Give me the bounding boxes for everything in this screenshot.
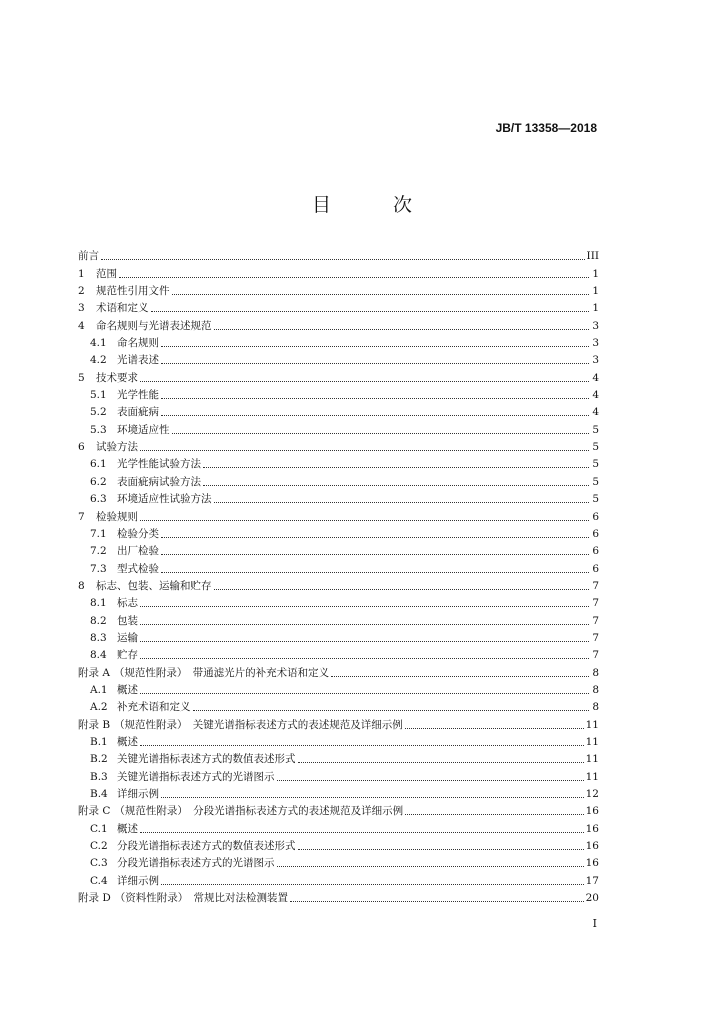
toc-entry-number: B.1 bbox=[90, 735, 108, 748]
toc-entry-page: 7 bbox=[592, 631, 599, 644]
toc-leader-dots bbox=[203, 467, 589, 468]
toc-entry-page: 4 bbox=[592, 389, 599, 402]
toc-entry[interactable] bbox=[78, 593, 599, 610]
toc-entry-page: 6 bbox=[592, 562, 599, 575]
toc-entry-number: C.3 bbox=[90, 857, 108, 870]
toc-entry[interactable] bbox=[78, 749, 599, 766]
toc-entry-label: （规范性附录） 带通滤光片的补充术语和定义 bbox=[113, 666, 330, 679]
toc-entry-page: 11 bbox=[585, 735, 599, 748]
toc-entry[interactable] bbox=[78, 576, 599, 593]
toc-entry-label: 试验方法 bbox=[96, 441, 138, 454]
toc-leader-dots bbox=[140, 745, 584, 746]
toc-entry[interactable] bbox=[78, 766, 599, 783]
toc-entry-page: 16 bbox=[585, 805, 599, 818]
toc-entry-label: 环境适应性试验方法 bbox=[117, 493, 212, 506]
toc-leader-dots bbox=[140, 606, 589, 607]
toc-leader-dots bbox=[161, 572, 589, 573]
toc-entry-page: 16 bbox=[585, 840, 599, 853]
toc-entry-page: 3 bbox=[592, 337, 599, 350]
toc-entry[interactable] bbox=[78, 298, 599, 315]
toc-entry-number: 6.2 bbox=[90, 475, 107, 488]
toc-entry-page: 8 bbox=[592, 683, 599, 696]
toc-entry[interactable] bbox=[78, 732, 599, 749]
toc-entry[interactable] bbox=[78, 870, 599, 887]
toc-entry-number: 7.1 bbox=[90, 527, 107, 540]
toc-entry-page: 7 bbox=[592, 597, 599, 610]
toc-entry[interactable] bbox=[78, 246, 599, 263]
toc-leader-dots bbox=[161, 537, 589, 538]
toc-entry-page: 20 bbox=[585, 892, 599, 905]
toc-entry-label: 出厂检验 bbox=[117, 545, 159, 558]
toc-entry-number: 附录 B bbox=[78, 718, 111, 731]
toc-leader-dots bbox=[101, 259, 585, 260]
toc-entry-label: 环境适应性 bbox=[117, 423, 170, 436]
toc-entry-label: 关键光谱指标表述方式的数值表述形式 bbox=[117, 753, 296, 766]
toc-entry-label: 贮存 bbox=[117, 649, 138, 662]
toc-leader-dots bbox=[151, 311, 590, 312]
toc-entry-number: 6.3 bbox=[90, 493, 107, 506]
toc-leader-dots bbox=[214, 589, 590, 590]
toc-entry-label: 检验分类 bbox=[117, 527, 159, 540]
toc-entry-number: 5.2 bbox=[90, 406, 107, 419]
toc-leader-dots bbox=[405, 814, 584, 815]
toc-entry[interactable] bbox=[78, 818, 599, 835]
toc-entry-number: B.2 bbox=[90, 753, 108, 766]
toc-entry-number: 5.1 bbox=[90, 389, 107, 402]
toc-entry[interactable] bbox=[78, 628, 599, 645]
toc-entry-label: 光学性能 bbox=[117, 389, 159, 402]
toc-entry-number: C.4 bbox=[90, 874, 108, 887]
toc-entry-number: A.2 bbox=[90, 701, 108, 714]
toc-entry-number: 7.3 bbox=[90, 562, 107, 575]
toc-entry[interactable] bbox=[78, 524, 599, 541]
toc-entry-label: 运输 bbox=[117, 631, 138, 644]
toc-entry-label: 分段光谱指标表述方式的数值表述形式 bbox=[117, 840, 296, 853]
toc-entry-label: 概述 bbox=[117, 735, 138, 748]
toc-entry-label: 命名规则 bbox=[117, 337, 159, 350]
toc-entry[interactable] bbox=[78, 888, 599, 905]
toc-leader-dots bbox=[140, 520, 589, 521]
toc-entry-label: 术语和定义 bbox=[96, 302, 149, 315]
page-title: 目 次 bbox=[311, 194, 441, 216]
toc-leader-dots bbox=[140, 450, 589, 451]
toc-entry[interactable] bbox=[78, 610, 599, 627]
toc-leader-dots bbox=[405, 728, 584, 729]
toc-entry-label: （规范性附录） 分段光谱指标表述方式的表述规范及详细示例 bbox=[114, 805, 404, 818]
toc-entry-page: 3 bbox=[592, 354, 599, 367]
toc-entry-number: 8 bbox=[78, 579, 85, 592]
toc-entry-number: 8.1 bbox=[90, 597, 107, 610]
toc-entry-number: 7 bbox=[78, 510, 85, 523]
toc-entry-label: 概述 bbox=[117, 683, 138, 696]
toc-entry-number: 4.2 bbox=[90, 354, 107, 367]
toc-entry-number: 7.2 bbox=[90, 545, 107, 558]
toc-entry-page: 6 bbox=[592, 510, 599, 523]
toc-entry-page: 7 bbox=[592, 649, 599, 662]
toc-leader-dots bbox=[277, 866, 584, 867]
toc-entry-label: 标志 bbox=[117, 597, 138, 610]
toc-entry[interactable] bbox=[78, 489, 599, 506]
toc-entry-page: III bbox=[586, 250, 599, 263]
toc-entry-label: 概述 bbox=[117, 822, 138, 835]
toc-leader-dots bbox=[161, 554, 589, 555]
toc-entry[interactable] bbox=[78, 471, 599, 488]
toc-entry-page: 5 bbox=[592, 493, 599, 506]
toc-entry[interactable] bbox=[78, 714, 599, 731]
toc-entry[interactable] bbox=[78, 402, 599, 419]
toc-leader-dots bbox=[214, 329, 590, 330]
toc-entry-number: 附录 D bbox=[78, 892, 111, 905]
toc-entry-number: 4.1 bbox=[90, 337, 107, 350]
toc-leader-dots bbox=[172, 433, 590, 434]
toc-entry-page: 6 bbox=[592, 527, 599, 540]
toc-entry-page: 1 bbox=[592, 267, 599, 280]
toc-entry[interactable] bbox=[78, 506, 599, 523]
toc-entry-number: 3 bbox=[78, 302, 85, 315]
toc-entry-page: 1 bbox=[592, 302, 599, 315]
toc-entry[interactable] bbox=[78, 454, 599, 471]
toc-entry-page: 3 bbox=[592, 319, 599, 332]
toc-entry[interactable] bbox=[78, 558, 599, 575]
toc-entry-number: C.1 bbox=[90, 822, 108, 835]
toc-entry-page: 17 bbox=[585, 874, 599, 887]
toc-entry-label: 范围 bbox=[96, 267, 117, 280]
toc-entry-page: 5 bbox=[592, 441, 599, 454]
toc-entry-number: 6 bbox=[78, 441, 85, 454]
toc-leader-dots bbox=[140, 381, 589, 382]
toc-entry-label: 包装 bbox=[117, 614, 138, 627]
toc-entry-page: 1 bbox=[592, 285, 599, 298]
toc-leader-dots bbox=[298, 849, 584, 850]
toc-entry[interactable] bbox=[78, 541, 599, 558]
toc-entry-number: 5 bbox=[78, 371, 85, 384]
toc-leader-dots bbox=[214, 502, 590, 503]
toc-entry[interactable] bbox=[78, 853, 599, 870]
toc-entry-page: 5 bbox=[592, 423, 599, 436]
toc-entry[interactable] bbox=[78, 419, 599, 436]
toc-entry-label: 型式检验 bbox=[117, 562, 159, 575]
toc-entry-page: 16 bbox=[585, 857, 599, 870]
toc-entry-label: 表面疵病 bbox=[117, 406, 159, 419]
toc-entry-page: 8 bbox=[592, 701, 599, 714]
toc-entry-page: 7 bbox=[592, 614, 599, 627]
toc-entry-number: C.2 bbox=[90, 840, 108, 853]
toc-entry-label: 分段光谱指标表述方式的光谱图示 bbox=[117, 857, 275, 870]
toc-leader-dots bbox=[119, 277, 589, 278]
toc-entry-label: 详细示例 bbox=[117, 788, 159, 800]
toc-entry-page: 5 bbox=[592, 475, 599, 488]
toc-leader-dots bbox=[161, 363, 589, 364]
toc-entry[interactable] bbox=[78, 784, 599, 801]
toc-entry-label: 光学性能试验方法 bbox=[117, 458, 201, 471]
toc-entry-label: 技术要求 bbox=[96, 371, 138, 384]
toc-leader-dots bbox=[172, 294, 590, 295]
toc-leader-dots bbox=[203, 485, 589, 486]
toc-entry-page: 11 bbox=[585, 753, 599, 766]
toc-entry[interactable] bbox=[78, 697, 599, 714]
toc-entry-number: 附录 C bbox=[78, 805, 111, 818]
toc-entry-label: 光谱表述 bbox=[117, 354, 159, 367]
toc-entry-label: （规范性附录） 关键光谱指标表述方式的表述规范及详细示例 bbox=[114, 718, 403, 731]
toc-entry-number: 6.1 bbox=[90, 458, 107, 471]
toc-entry[interactable] bbox=[78, 263, 599, 280]
toc-entry-page: 6 bbox=[592, 545, 599, 558]
toc-leader-dots bbox=[140, 658, 589, 659]
toc-entry-page: 11 bbox=[585, 718, 599, 731]
toc-entry[interactable] bbox=[78, 437, 599, 454]
toc-leader-dots bbox=[161, 884, 584, 885]
toc-entry-number: B.4 bbox=[90, 788, 108, 800]
toc-entry-number: 5.3 bbox=[90, 423, 107, 436]
toc-entry[interactable] bbox=[78, 662, 599, 679]
toc-entry-number: 8.4 bbox=[90, 649, 107, 662]
toc-entry-page: 11 bbox=[585, 770, 599, 783]
toc-entry-number: B.3 bbox=[90, 770, 108, 783]
toc-entry-number: 8.2 bbox=[90, 614, 107, 627]
page-number: I bbox=[592, 917, 597, 930]
toc-leader-dots bbox=[161, 415, 589, 416]
toc-entry[interactable] bbox=[78, 680, 599, 697]
toc-entry-page: 4 bbox=[592, 371, 599, 384]
toc-entry-label: （资料性附录） 常规比对法检测装置 bbox=[114, 892, 289, 905]
toc-entry[interactable] bbox=[78, 801, 599, 818]
toc-entry-label: 检验规则 bbox=[96, 510, 138, 523]
toc-leader-dots bbox=[290, 901, 584, 902]
toc-entry-label: 关键光谱指标表述方式的光谱图示 bbox=[117, 770, 275, 783]
toc-entry[interactable] bbox=[78, 281, 599, 298]
toc-entry[interactable] bbox=[78, 385, 599, 402]
toc-entry-label: 补充术语和定义 bbox=[117, 701, 191, 714]
toc-entry-page: 12 bbox=[585, 788, 599, 800]
toc-entry-label: 详细示例 bbox=[117, 874, 159, 887]
toc-leader-dots bbox=[193, 710, 590, 711]
toc-leader-dots bbox=[140, 624, 589, 625]
toc-entry-number: 2 bbox=[78, 285, 85, 298]
toc-entry-label: 表面疵病试验方法 bbox=[117, 475, 201, 488]
toc-leader-dots bbox=[140, 693, 589, 694]
toc-leader-dots bbox=[161, 797, 584, 798]
table-of-contents bbox=[78, 246, 599, 905]
toc-leader-dots bbox=[140, 641, 589, 642]
toc-entry[interactable] bbox=[78, 367, 599, 384]
toc-entry-label: 标志、包装、运输和贮存 bbox=[96, 579, 212, 592]
toc-entry[interactable] bbox=[78, 350, 599, 367]
toc-entry[interactable] bbox=[78, 315, 599, 332]
toc-entry[interactable] bbox=[78, 645, 599, 662]
toc-entry-number: 附录 A bbox=[78, 666, 110, 679]
toc-entry-label: 命名规则与光谱表述规范 bbox=[96, 319, 212, 332]
toc-entry-page: 7 bbox=[592, 579, 599, 592]
toc-entry-page: 8 bbox=[592, 666, 599, 679]
toc-leader-dots bbox=[161, 346, 589, 347]
toc-entry-page: 5 bbox=[592, 458, 599, 471]
toc-leader-dots bbox=[298, 762, 584, 763]
toc-entry-page: 16 bbox=[585, 822, 599, 835]
toc-entry-number: 8.3 bbox=[90, 631, 107, 644]
toc-leader-dots bbox=[140, 832, 584, 833]
toc-entry-number: 1 bbox=[78, 267, 85, 280]
toc-entry-label: 规范性引用文件 bbox=[96, 285, 170, 298]
toc-entry-page: 4 bbox=[592, 406, 599, 419]
toc-entry-label: 前言 bbox=[78, 250, 99, 263]
toc-leader-dots bbox=[331, 676, 589, 677]
toc-leader-dots bbox=[277, 780, 584, 781]
toc-entry-number: 4 bbox=[78, 319, 85, 332]
standard-code: JB/T 13358—2018 bbox=[495, 121, 597, 135]
toc-entry-number: A.1 bbox=[90, 683, 108, 696]
toc-entry[interactable] bbox=[78, 836, 599, 853]
toc-entry[interactable] bbox=[78, 333, 599, 350]
toc-leader-dots bbox=[161, 398, 589, 399]
